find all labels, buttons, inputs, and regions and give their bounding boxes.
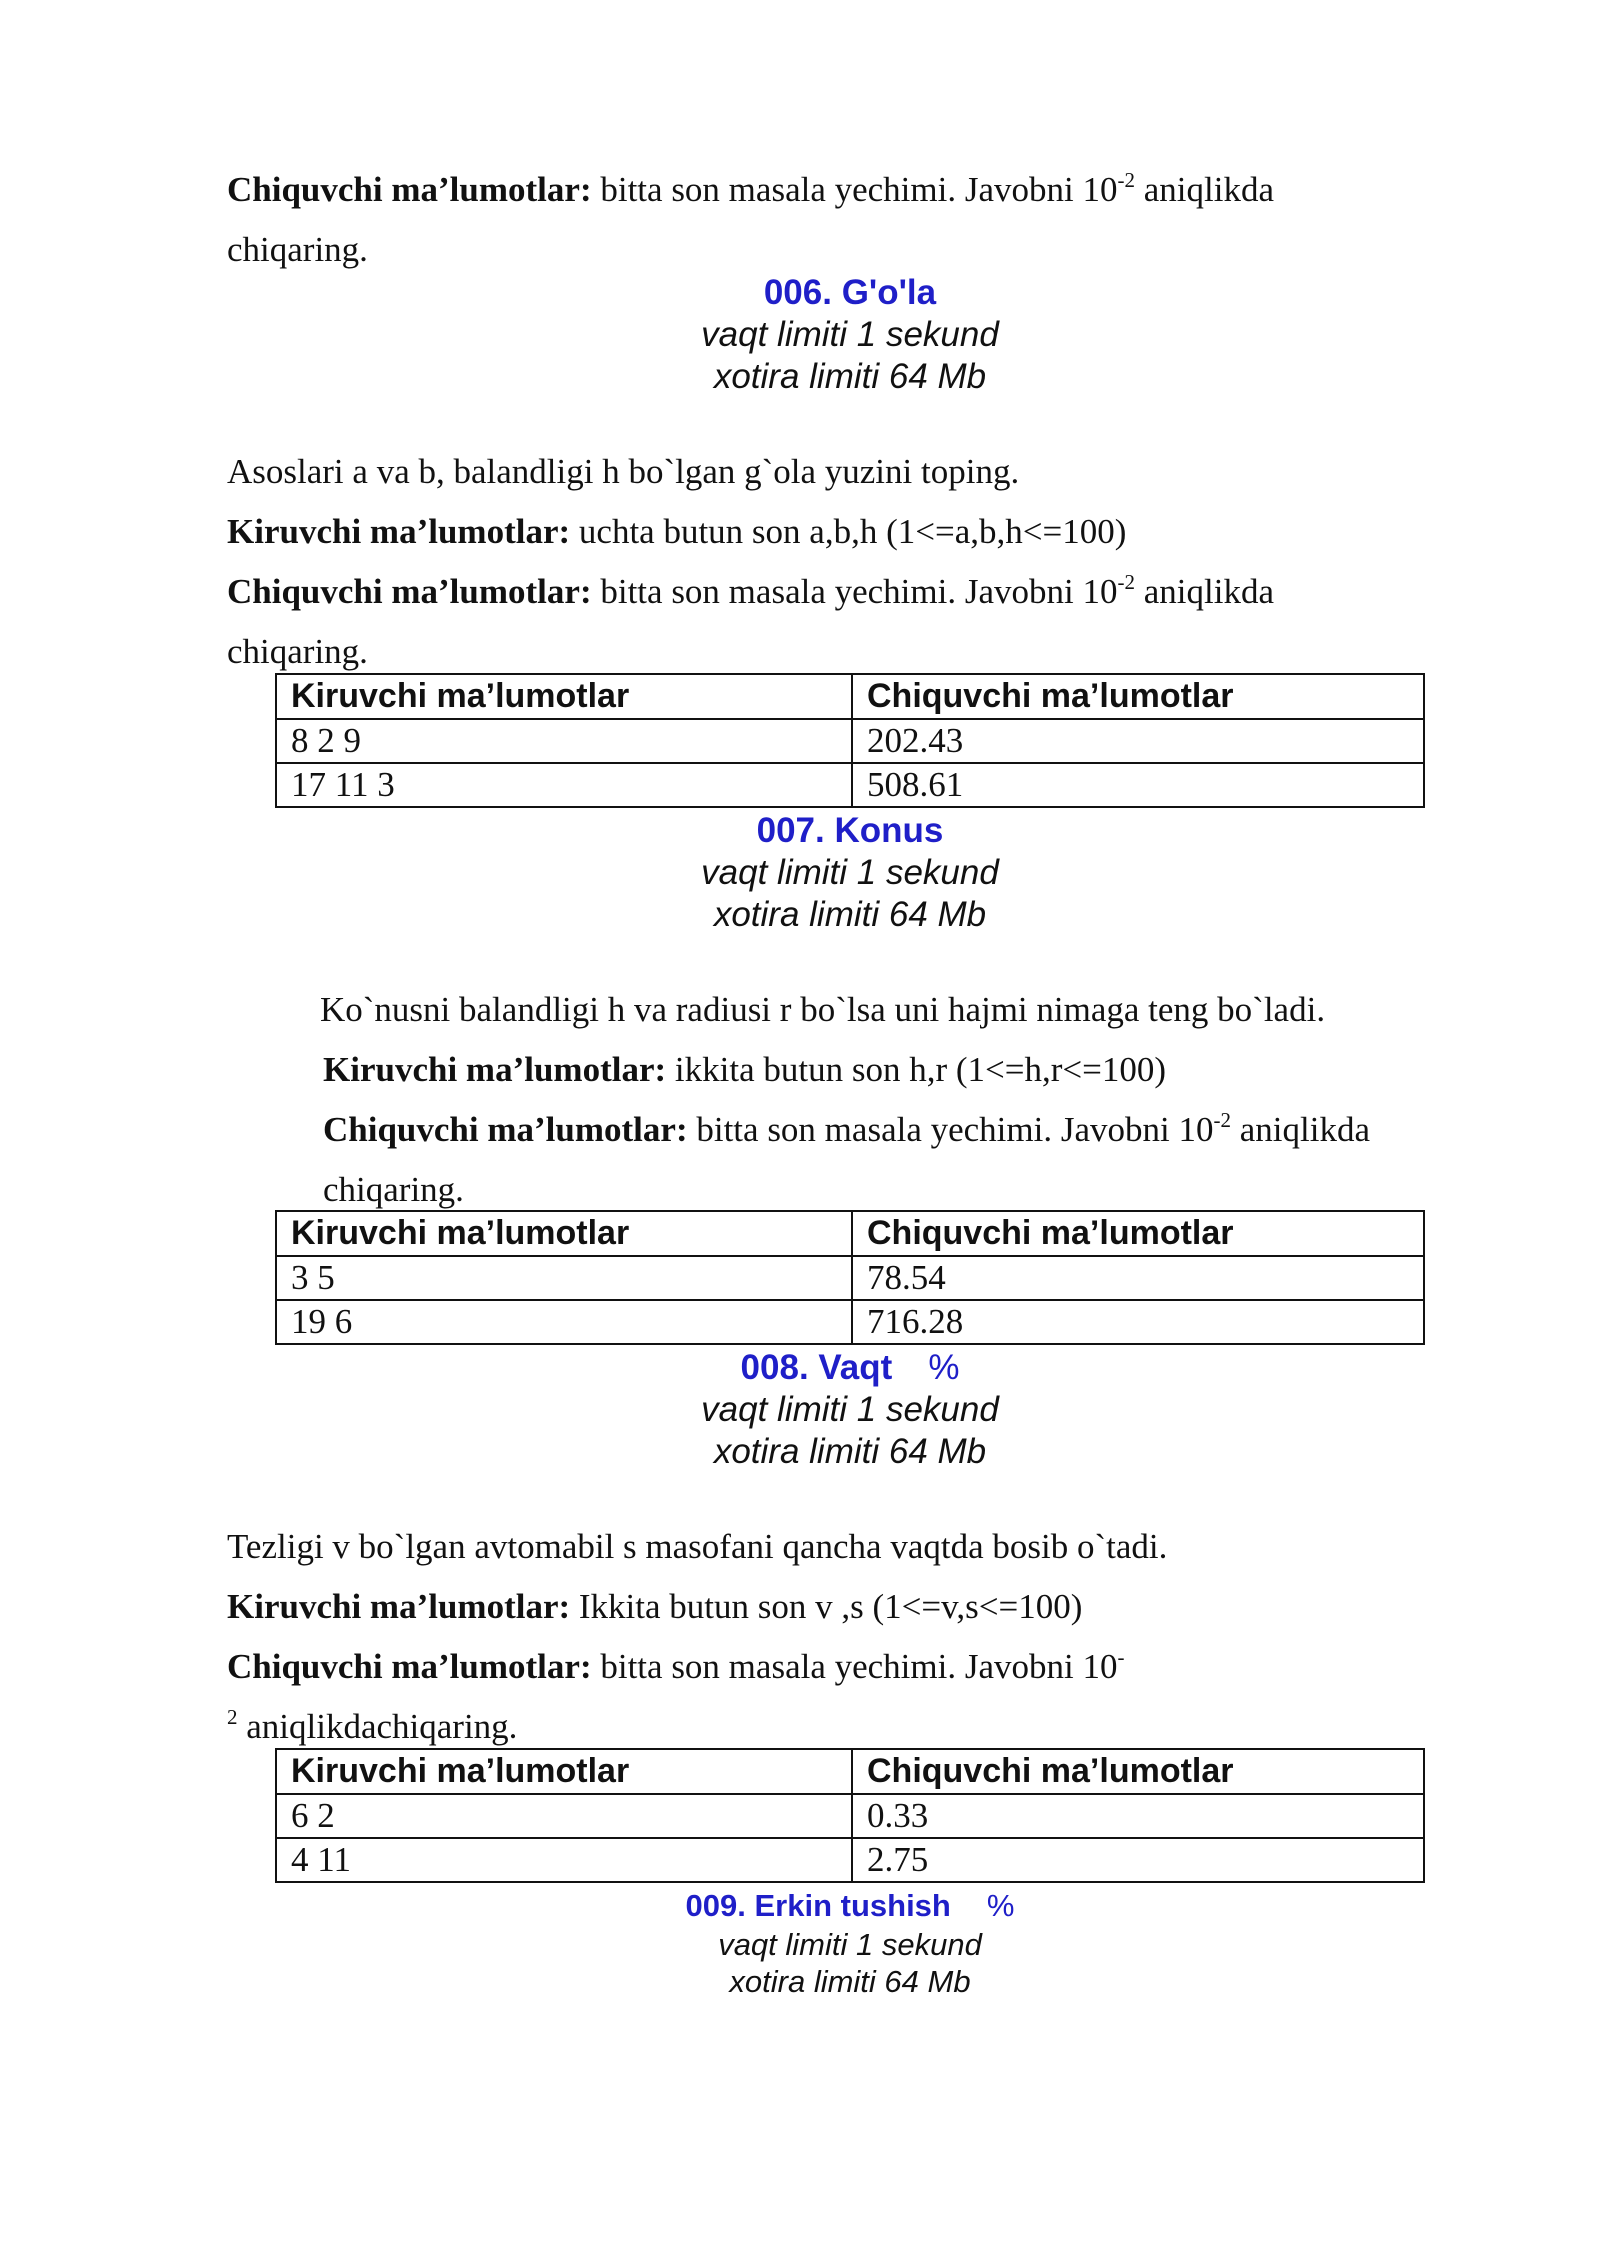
table-header-output: Chiquvchi ma’lumotlar bbox=[852, 674, 1424, 719]
table-cell-input: 17 11 3 bbox=[276, 763, 852, 807]
problem-007-output-after: aniqlikda bbox=[1230, 1110, 1370, 1149]
problem-006-output-text: bitta son masala yechimi. Javobni 10 bbox=[591, 572, 1118, 611]
problem-008-title-line bbox=[0, 1347, 1600, 1389]
table-header-output: Chiquvchi ma’lumotlar bbox=[852, 1211, 1424, 1256]
table-cell-input: 6 2 bbox=[276, 1794, 852, 1838]
problem-007-statement: Ko`nusni balandligi h va radiusi r bo`lsa uni hajmi nimaga teng bo`ladi. bbox=[320, 990, 1326, 1029]
intro-output-label: Chiquvchi ma’lumotlar: bbox=[227, 170, 592, 209]
problem-007-output-line bbox=[323, 1108, 1370, 1156]
problem-006-memory-limit: xotira limiti 64 Mb bbox=[713, 357, 987, 396]
problem-006-input-line bbox=[227, 510, 1126, 554]
table-row bbox=[276, 763, 1424, 807]
table-header-input: Kiruvchi ma’lumotlar bbox=[276, 1211, 852, 1256]
problem-007-examples-table bbox=[275, 1210, 1425, 1345]
table-cell-input: 8 2 9 bbox=[276, 719, 852, 763]
problem-006-title: 006. G'o'la bbox=[763, 273, 937, 312]
problem-008-output-label: Chiquvchi ma’lumotlar: bbox=[227, 1647, 592, 1686]
table-header-output: Chiquvchi ma’lumotlar bbox=[852, 1749, 1424, 1794]
problem-008-exponent: - bbox=[1117, 1645, 1125, 1669]
intro-output-text: bitta son masala yechimi. Javobni 10 bbox=[591, 170, 1118, 209]
problem-008-examples-table bbox=[275, 1748, 1425, 1883]
problem-008-input-text: Ikkita butun son v ,s (1<=v,s<=100) bbox=[570, 1587, 1083, 1626]
problem-007-output-label: Chiquvchi ma’lumotlar: bbox=[323, 1110, 688, 1149]
problem-007-output-text: bitta son masala yechimi. Javobni 10 bbox=[687, 1110, 1214, 1149]
problem-007-memory-limit: xotira limiti 64 Mb bbox=[713, 895, 987, 934]
table-cell-input: 4 11 bbox=[276, 1838, 852, 1882]
intro-output-after: aniqlikda bbox=[1134, 170, 1274, 209]
problem-009-title-line bbox=[0, 1887, 1600, 1925]
problem-006-examples-table bbox=[275, 673, 1425, 808]
problem-007-input-text: ikkita butun son h,r (1<=h,r<=100) bbox=[666, 1050, 1167, 1089]
table-cell-input: 3 5 bbox=[276, 1256, 852, 1300]
problem-008-exponent-2: 2 bbox=[227, 1705, 238, 1729]
table-row bbox=[276, 1256, 1424, 1300]
problem-008-output-line2 bbox=[227, 1705, 517, 1753]
table-cell-input: 19 6 bbox=[276, 1300, 852, 1344]
intro-exponent: -2 bbox=[1117, 168, 1135, 192]
problem-006-exponent: -2 bbox=[1117, 570, 1135, 594]
problem-009-memory-limit: xotira limiti 64 Mb bbox=[729, 1964, 971, 1999]
problem-009-title: 009. Erkin tushish bbox=[685, 1888, 951, 1923]
table-header-row bbox=[276, 1211, 1424, 1256]
table-header-row bbox=[276, 674, 1424, 719]
table-header-input: Kiruvchi ma’lumotlar bbox=[276, 1749, 852, 1794]
table-row bbox=[276, 719, 1424, 763]
problem-008-output-line2-text: aniqlikdachiqaring. bbox=[237, 1707, 518, 1746]
problem-006-statement: Asoslari a va b, balandligi h bo`lgan g`ola yuzini toping. bbox=[227, 452, 1020, 491]
problem-007-input-line bbox=[323, 1048, 1166, 1092]
table-row bbox=[276, 1794, 1424, 1838]
table-cell-output: 202.43 bbox=[852, 719, 1424, 763]
table-row bbox=[276, 1838, 1424, 1882]
intro-output-line bbox=[227, 168, 1274, 216]
problem-008-time-limit: vaqt limiti 1 sekund bbox=[701, 1390, 999, 1429]
problem-009-title-mark: % bbox=[986, 1888, 1015, 1923]
problem-006-time-limit: vaqt limiti 1 sekund bbox=[701, 315, 999, 354]
table-header-row bbox=[276, 1749, 1424, 1794]
table-header-input: Kiruvchi ma’lumotlar bbox=[276, 674, 852, 719]
problem-007-exponent: -2 bbox=[1213, 1108, 1231, 1132]
intro-output-line2: chiqaring. bbox=[227, 230, 368, 269]
problem-007-output-line2: chiqaring. bbox=[323, 1170, 464, 1209]
table-row bbox=[276, 1300, 1424, 1344]
problem-008-title-mark: % bbox=[928, 1348, 960, 1387]
problem-007-input-label: Kiruvchi ma’lumotlar: bbox=[323, 1050, 667, 1089]
table-cell-output: 716.28 bbox=[852, 1300, 1424, 1344]
table-cell-output: 508.61 bbox=[852, 763, 1424, 807]
table-cell-output: 78.54 bbox=[852, 1256, 1424, 1300]
problem-006-output-label: Chiquvchi ma’lumotlar: bbox=[227, 572, 592, 611]
problem-008-input-line bbox=[227, 1585, 1082, 1629]
problem-006-input-text: uchta butun son a,b,h (1<=a,b,h<=100) bbox=[570, 512, 1127, 551]
table-cell-output: 2.75 bbox=[852, 1838, 1424, 1882]
problem-008-title: 008. Vaqt bbox=[740, 1348, 893, 1387]
problem-008-output-text: bitta son masala yechimi. Javobni 10 bbox=[591, 1647, 1118, 1686]
problem-008-statement: Tezligi v bo`lgan avtomabil s masofani qancha vaqtda bosib o`tadi. bbox=[227, 1527, 1168, 1566]
problem-007-time-limit: vaqt limiti 1 sekund bbox=[701, 853, 999, 892]
problem-008-output-line bbox=[227, 1645, 1124, 1693]
problem-008-memory-limit: xotira limiti 64 Mb bbox=[713, 1432, 987, 1471]
problem-008-input-label: Kiruvchi ma’lumotlar: bbox=[227, 1587, 571, 1626]
problem-006-output-after: aniqlikda bbox=[1134, 572, 1274, 611]
problem-006-output-line2: chiqaring. bbox=[227, 632, 368, 671]
problem-007-title: 007. Konus bbox=[756, 811, 944, 850]
table-cell-output: 0.33 bbox=[852, 1794, 1424, 1838]
problem-009-time-limit: vaqt limiti 1 sekund bbox=[718, 1927, 982, 1962]
problem-006-input-label: Kiruvchi ma’lumotlar: bbox=[227, 512, 571, 551]
problem-006-output-line bbox=[227, 570, 1274, 618]
